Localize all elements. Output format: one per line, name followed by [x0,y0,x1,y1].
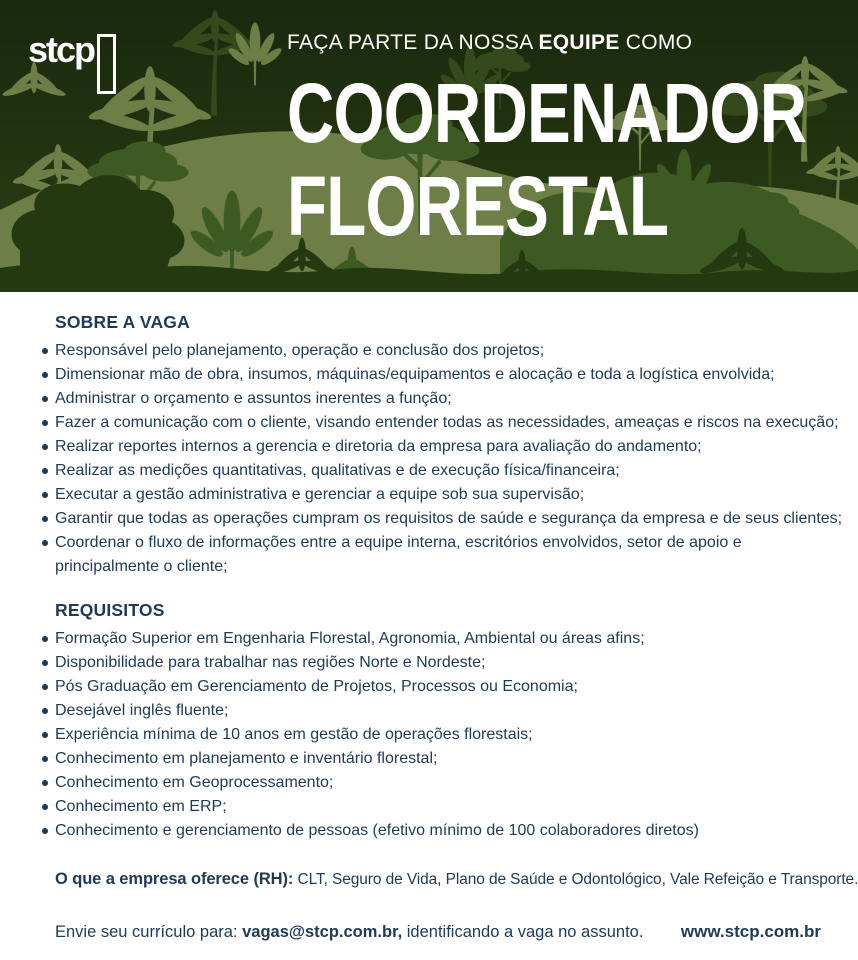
apply-prefix: Envie seu currículo para: [55,923,243,941]
list-item [55,699,845,723]
requirements-heading: REQUISITOS [55,600,165,620]
bullet-icon [42,396,48,402]
stcp-logo [28,29,116,94]
benefits-text: CLT, Seguro de Vida, Plano de Saúde e Odontológico, Vale Refeição e Transporte. [293,871,858,888]
list-item [55,339,845,363]
bullet-icon [42,828,48,834]
bullet-icon [42,780,48,786]
footer [55,922,845,942]
about-list [55,339,845,579]
job-title-line-2: FLORESTAL [287,159,669,253]
list-item-text: Conhecimento e gerenciamento de pessoas (efetivo mínimo de 100 colaboradores diretos) [55,822,699,839]
list-item [55,507,845,531]
list-item-text: Desejável inglês fluente; [55,702,229,719]
bullet-icon [42,660,48,666]
bullet-icon [42,684,48,690]
bullet-icon [42,516,48,522]
list-item [55,771,845,795]
kicker-prefix: FAÇA PARTE DA NOSSA [287,31,539,54]
hero-banner [0,0,858,292]
list-item-text: Pós Graduação em Gerenciamento de Projetos, Processos ou Economia; [55,678,578,695]
posting-body [0,292,858,942]
list-item-text: Formação Superior em Engenharia Florestal, Agronomia, Ambiental ou áreas afins; [55,630,645,647]
list-item [55,795,845,819]
application-email[interactable]: vagas@stcp.com.br, [242,923,403,941]
list-item-text: Realizar reportes internos a gerencia e diretoria da empresa para avaliação do andamento; [55,438,702,455]
job-title-line-1: COORDENADOR [287,66,807,160]
list-item [55,483,845,507]
apply-suffix: identificando a vaga no assunto. [402,923,644,941]
list-item [55,531,845,579]
list-item-text: Realizar as medições quantitativas, qualitativas e de execução física/financeira; [55,462,620,479]
hero-copy [287,31,858,253]
list-item [55,723,845,747]
requirements-list [55,627,845,843]
bullet-icon [42,468,48,474]
bullet-icon [42,732,48,738]
kicker-emphasis: EQUIPE [538,31,620,54]
list-item [55,819,845,843]
list-item-text: Conhecimento em Geoprocessamento; [55,774,334,791]
list-item [55,411,845,435]
bullet-icon [42,708,48,714]
section-about [55,312,845,579]
list-item-text: Responsável pelo planejamento, operação e conclusão dos projetos; [55,342,545,359]
bullet-icon [42,348,48,354]
bullet-icon [42,492,48,498]
bullet-icon [42,540,48,546]
about-heading: SOBRE A VAGA [55,312,190,332]
bullet-icon [42,756,48,762]
hero-kicker [287,31,858,55]
bullet-icon [42,444,48,450]
section-requirements [55,600,845,843]
list-item-text: Conhecimento em planejamento e inventário florestal; [55,750,438,767]
list-item [55,747,845,771]
list-item [55,387,845,411]
list-item-text: Fazer a comunicação com o cliente, visando entender todas as necessidades, ameaças e riscos na execução; [55,414,839,431]
website-url[interactable]: www.stcp.com.br [680,922,821,941]
stcp-logo-bracket [97,34,116,94]
list-item [55,363,845,387]
list-item [55,459,845,483]
list-item [55,675,845,699]
list-item [55,627,845,651]
list-item-text: Coordenar o fluxo de informações entre a equipe interna, escritórios envolvidos, setor de apoio e principalmente o cliente; [55,534,742,575]
list-item [55,435,845,459]
benefits-label: O que a empresa oferece (RH): [55,870,294,888]
list-item [55,651,845,675]
application-instructions [55,923,643,942]
bullet-icon [42,420,48,426]
list-item-text: Garantir que todas as operações cumpram os requisitos de saúde e segurança da empresa e de seus clientes; [55,510,843,527]
bullet-icon [42,636,48,642]
benefits-line [55,867,858,892]
list-item-text: Executar a gestão administrativa e gerenciar a equipe sob sua supervisão; [55,486,585,503]
bullet-icon [42,372,48,378]
job-title [287,67,858,253]
list-item-text: Administrar o orçamento e assuntos inerentes a função; [55,390,452,407]
bullet-icon [42,804,48,810]
kicker-suffix: COMO [619,31,693,54]
list-item-text: Experiência mínima de 10 anos em gestão de operações florestais; [55,726,533,743]
list-item-text: Dimensionar mão de obra, insumos, máquinas/equipamentos e alocação e toda a logística envolvida; [55,366,775,383]
list-item-text: Conhecimento em ERP; [55,798,227,815]
stcp-logo-text: stcp [28,29,95,70]
list-item-text: Disponibilidade para trabalhar nas regiões Norte e Nordeste; [55,654,486,671]
